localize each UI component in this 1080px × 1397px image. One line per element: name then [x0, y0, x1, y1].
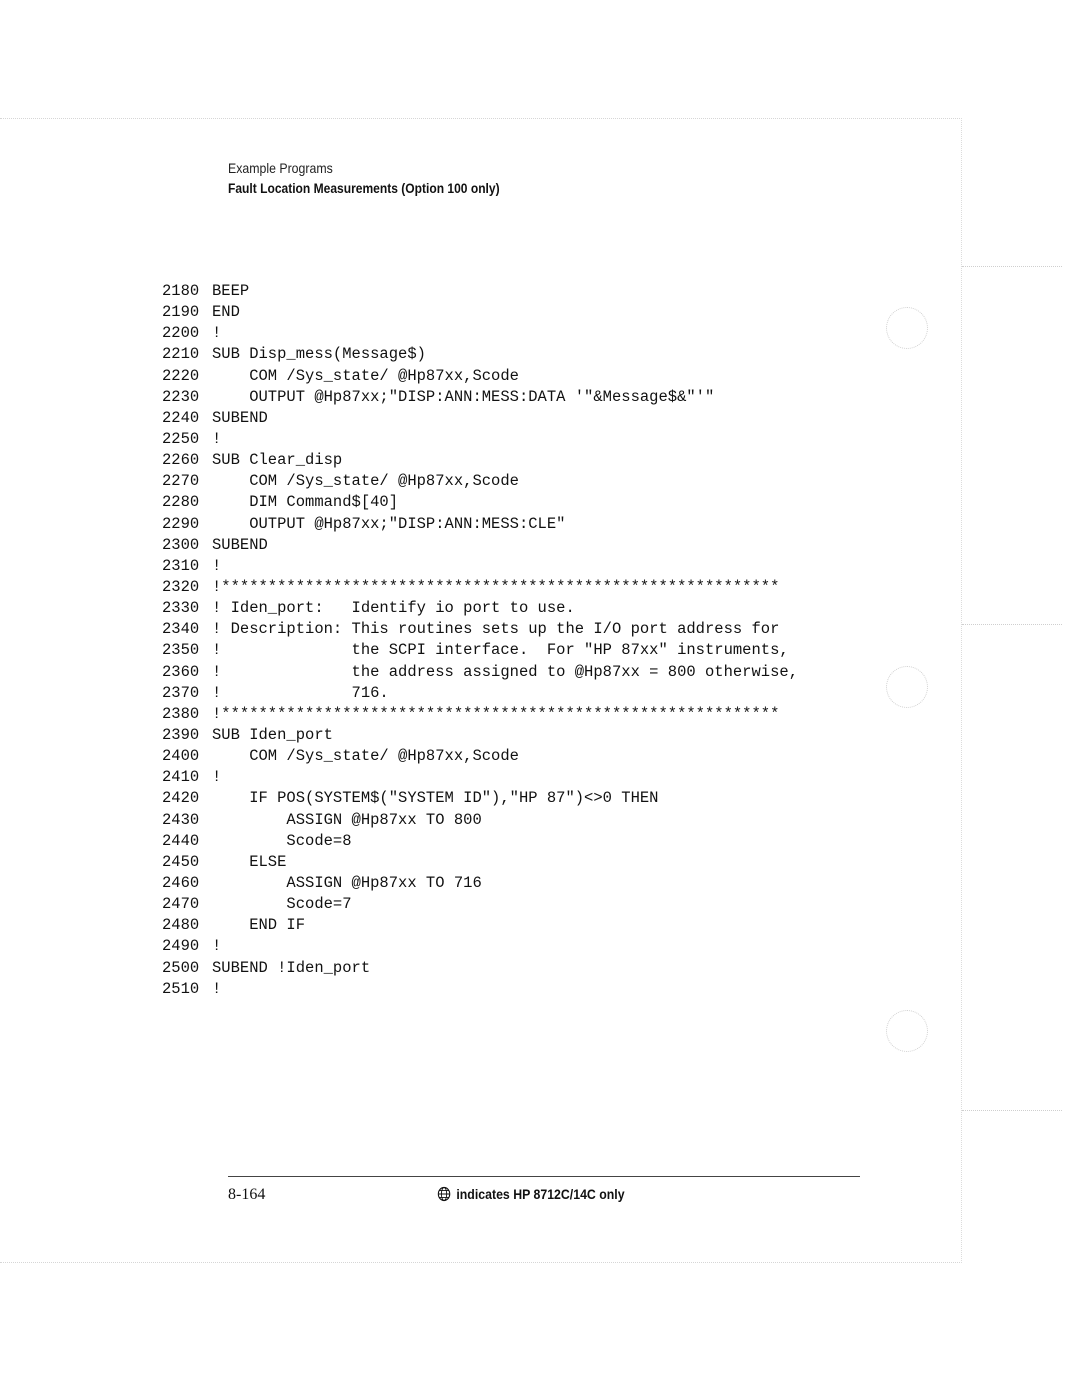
- code-line: [162, 471, 798, 492]
- code-line: [162, 873, 798, 894]
- line-text: END IF: [212, 916, 306, 935]
- code-line: [162, 958, 798, 979]
- line-text: Scode=8: [212, 831, 352, 850]
- code-line: [162, 408, 798, 429]
- footer-note: [437, 1186, 625, 1202]
- code-line: [162, 936, 798, 957]
- code-line: [162, 725, 798, 746]
- code-line: [162, 366, 798, 387]
- footer-note-text: indicates HP 8712C/14C only: [456, 1186, 625, 1202]
- line-number: 2260: [162, 451, 200, 470]
- line-number: 2200: [162, 324, 200, 343]
- line-number: 2230: [162, 387, 200, 406]
- code-line: [162, 704, 798, 725]
- line-number: 2480: [162, 916, 200, 935]
- punch-hole: [886, 307, 928, 349]
- line-number: 2450: [162, 852, 200, 871]
- tab-mark: [962, 624, 1062, 625]
- line-text: SUBEND !Iden_port: [212, 958, 371, 977]
- tab-mark: [962, 1110, 1062, 1111]
- line-text: !************************************************************: [212, 704, 780, 723]
- line-number: 2320: [162, 577, 200, 596]
- line-text: !************************************************************: [212, 577, 780, 596]
- code-line: [162, 281, 798, 302]
- code-listing: [162, 281, 798, 1000]
- code-line: [162, 344, 798, 365]
- line-text: ELSE: [212, 852, 287, 871]
- line-number: 2460: [162, 873, 200, 892]
- line-text: !: [212, 324, 222, 343]
- line-text: !: [212, 429, 222, 448]
- line-text: COM /Sys_state/ @Hp87xx,Scode: [212, 747, 519, 766]
- line-number: 2210: [162, 345, 200, 364]
- line-text: SUB Iden_port: [212, 725, 333, 744]
- scan-edge-top: [0, 118, 960, 119]
- page-header: [228, 160, 544, 196]
- line-number: 2440: [162, 831, 200, 850]
- code-line: [162, 598, 798, 619]
- code-line: [162, 683, 798, 704]
- line-text: BEEP: [212, 282, 250, 300]
- line-number: 2250: [162, 429, 200, 448]
- page-number: 8-164: [228, 1186, 266, 1203]
- code-line: [162, 831, 798, 852]
- line-number: 2180: [162, 282, 200, 300]
- line-text: Scode=7: [212, 895, 352, 914]
- code-line: [162, 788, 798, 809]
- line-number: 2310: [162, 556, 200, 575]
- footer-rule: [228, 1176, 860, 1177]
- line-text: !: [212, 768, 222, 787]
- code-line: [162, 556, 798, 577]
- code-line: [162, 640, 798, 661]
- line-text: !: [212, 979, 222, 998]
- code-line: [162, 852, 798, 873]
- code-line: [162, 535, 798, 556]
- line-text: COM /Sys_state/ @Hp87xx,Scode: [212, 472, 519, 491]
- line-text: IF POS(SYSTEM$("SYSTEM ID"),"HP 87")<>0 THEN: [212, 789, 659, 808]
- line-number: 2390: [162, 725, 200, 744]
- code-line: [162, 492, 798, 513]
- line-text: ! Iden_port: Identify io port to use.: [212, 599, 575, 618]
- line-text: SUBEND: [212, 535, 268, 554]
- code-line: [162, 662, 798, 683]
- line-number: 2240: [162, 408, 200, 427]
- scan-edge-bottom: [0, 1262, 960, 1263]
- line-text: ! 716.: [212, 683, 389, 702]
- line-text: ! the address assigned to @Hp87xx = 800 otherwise,: [212, 662, 798, 681]
- code-line: [162, 429, 798, 450]
- tab-mark: [962, 266, 1062, 267]
- line-number: 2350: [162, 641, 200, 660]
- line-number: 2340: [162, 620, 200, 639]
- line-text: ! Description: This routines sets up the I/O port address for: [212, 620, 780, 639]
- scan-edge-right: [961, 118, 962, 1263]
- line-number: 2280: [162, 493, 200, 512]
- line-number: 2380: [162, 704, 200, 723]
- section-label: Example Programs: [228, 160, 333, 176]
- line-text: SUBEND: [212, 408, 268, 427]
- line-text: OUTPUT @Hp87xx;"DISP:ANN:MESS:DATA '"&Message$&"'": [212, 387, 715, 406]
- line-number: 2300: [162, 535, 200, 554]
- line-number: 2330: [162, 599, 200, 618]
- line-number: 2360: [162, 662, 200, 681]
- code-line: [162, 810, 798, 831]
- line-text: ASSIGN @Hp87xx TO 800: [212, 810, 482, 829]
- line-text: COM /Sys_state/ @Hp87xx,Scode: [212, 366, 519, 385]
- line-number: 2270: [162, 472, 200, 491]
- code-line: [162, 979, 798, 1000]
- line-text: !: [212, 556, 222, 575]
- punch-hole: [886, 1010, 928, 1052]
- punch-hole: [886, 666, 928, 708]
- line-number: 2470: [162, 895, 200, 914]
- code-line: [162, 894, 798, 915]
- line-number: 2490: [162, 937, 200, 956]
- line-text: ! the SCPI interface. For "HP 87xx" instruments,: [212, 641, 789, 660]
- code-line: [162, 577, 798, 598]
- line-number: 2500: [162, 958, 200, 977]
- line-text: ASSIGN @Hp87xx TO 716: [212, 873, 482, 892]
- line-number: 2420: [162, 789, 200, 808]
- line-number: 2290: [162, 514, 200, 533]
- line-number: 2370: [162, 683, 200, 702]
- code-line: [162, 387, 798, 408]
- line-number: 2430: [162, 810, 200, 829]
- code-line: [162, 514, 798, 535]
- line-text: SUB Clear_disp: [212, 451, 343, 470]
- line-number: 2400: [162, 747, 200, 766]
- code-line: [162, 619, 798, 640]
- line-number: 2410: [162, 768, 200, 787]
- code-line: [162, 746, 798, 767]
- line-number: 2190: [162, 303, 200, 322]
- code-line: [162, 915, 798, 936]
- line-text: SUB Disp_mess(Message$): [212, 345, 426, 364]
- line-number: 2510: [162, 979, 200, 998]
- line-text: !: [212, 937, 222, 956]
- line-text: DIM Command$[40]: [212, 493, 399, 512]
- code-line: [162, 450, 798, 471]
- page-title: Fault Location Measurements (Option 100 only): [228, 180, 500, 196]
- line-text: END: [212, 303, 240, 322]
- code-line: [162, 323, 798, 344]
- globe-icon: [437, 1186, 451, 1202]
- code-line: [162, 767, 798, 788]
- line-number: 2220: [162, 366, 200, 385]
- line-text: OUTPUT @Hp87xx;"DISP:ANN:MESS:CLE": [212, 514, 566, 533]
- code-line: [162, 302, 798, 323]
